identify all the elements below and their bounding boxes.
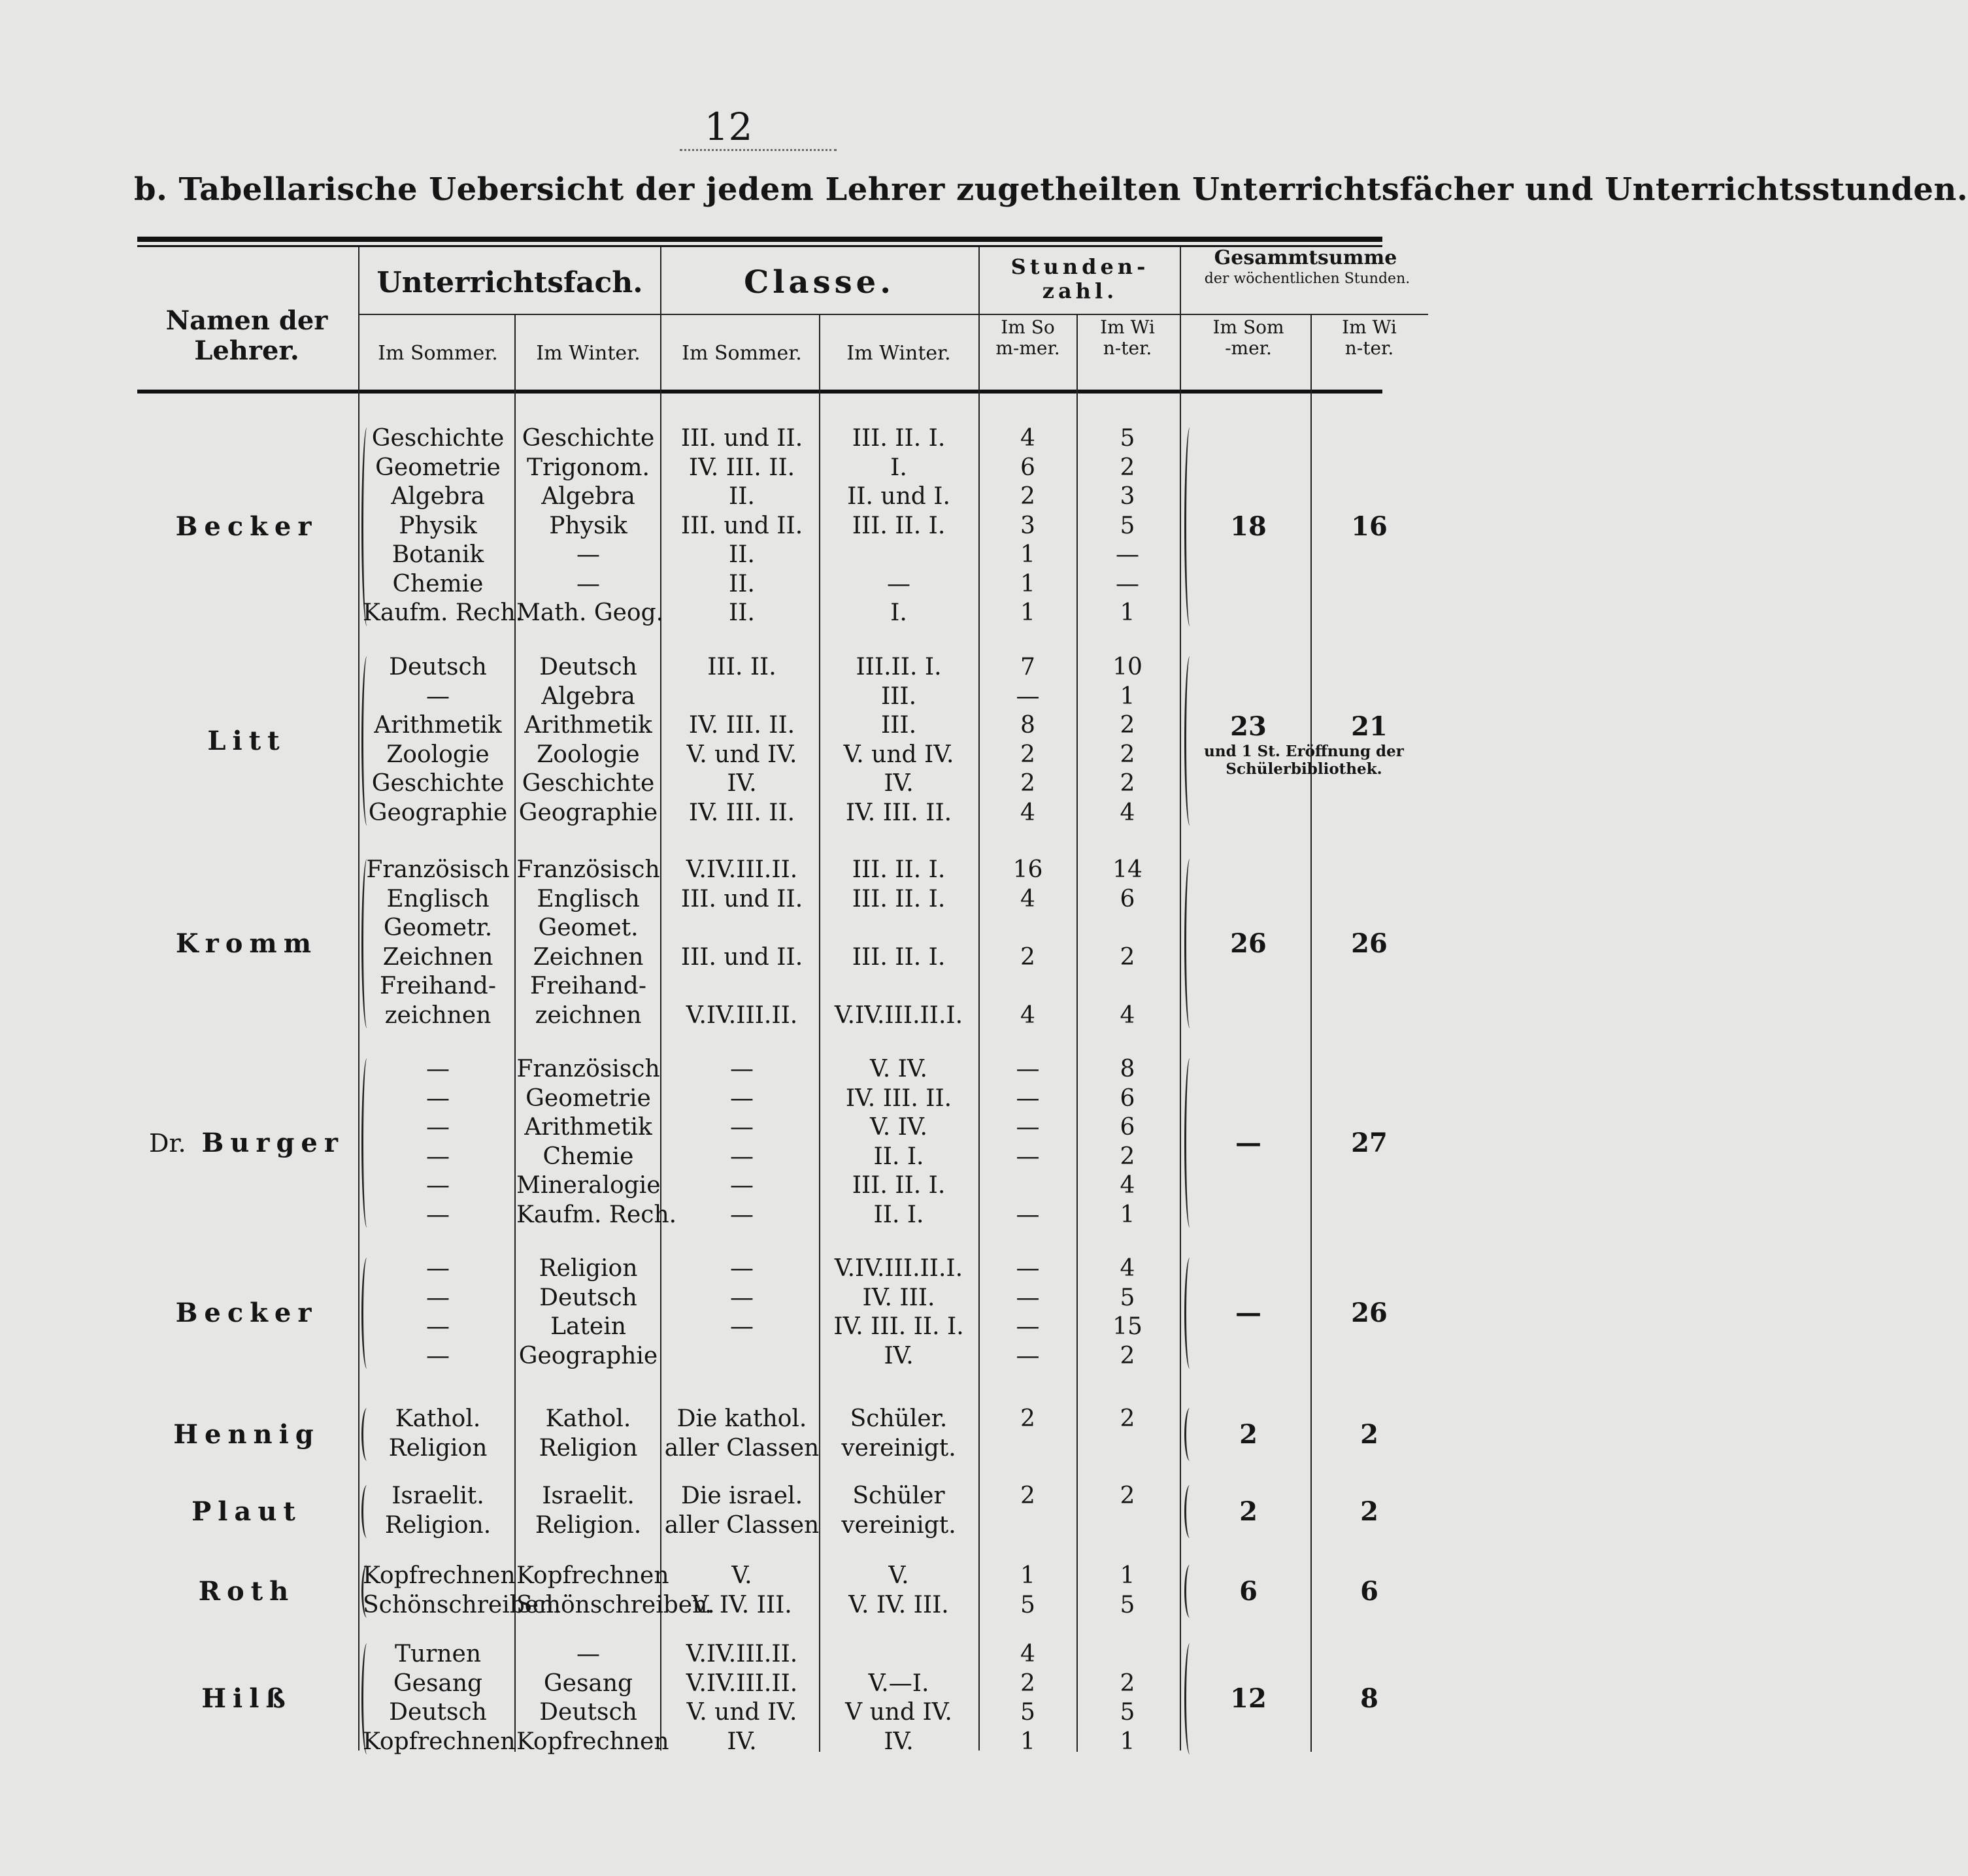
table-row bbox=[0, 973, 1457, 1001]
table-row bbox=[0, 1728, 1457, 1757]
subject-summer-cell: Physik bbox=[399, 512, 477, 539]
table-row bbox=[0, 454, 1457, 483]
subject-summer-cell: — bbox=[426, 1114, 450, 1141]
class-winter-cell: vereinigt. bbox=[841, 1511, 956, 1539]
class-summer-cell: V. bbox=[731, 1562, 752, 1589]
teacher-name-text: Burger bbox=[201, 1127, 344, 1158]
subject-winter-cell: Schönschreiben. bbox=[516, 1591, 715, 1618]
class-winter-cell: III. II. I. bbox=[852, 943, 946, 971]
class-winter-cell: I. bbox=[890, 454, 907, 481]
class-summer-cell: — bbox=[730, 1114, 754, 1141]
table-row bbox=[0, 886, 1457, 914]
teacher-name-text: Becker bbox=[175, 511, 318, 542]
subject-winter-cell: Kaufm. Rech. bbox=[516, 1201, 677, 1228]
subject-winter-cell: Mineralogie bbox=[516, 1172, 661, 1199]
subject-winter-cell: Freihand- bbox=[529, 973, 647, 999]
class-summer-cell: aller Classen bbox=[664, 1434, 820, 1462]
class-summer-cell: IV. III. II. bbox=[688, 454, 795, 481]
class-winter-cell: V.IV.III.II.I. bbox=[834, 1001, 963, 1029]
total-summer: 12 bbox=[1230, 1683, 1267, 1714]
top-rule-thick bbox=[137, 237, 1382, 242]
class-winter-cell: V.IV.III.II.I. bbox=[834, 1255, 963, 1282]
class-winter-cell: Schüler bbox=[852, 1482, 945, 1509]
hours-summer-cell: 2 bbox=[1020, 1482, 1035, 1509]
subject-winter-cell: Gesang bbox=[543, 1669, 633, 1697]
total-summer: 18 bbox=[1230, 511, 1267, 542]
hours-winter-cell: 4 bbox=[1120, 799, 1135, 826]
class-winter-cell: V. IV. III. bbox=[848, 1591, 949, 1618]
hours-winter-cell: 5 bbox=[1120, 1284, 1135, 1311]
class-column-header: Classe. bbox=[744, 264, 895, 301]
total-winter: 8 bbox=[1360, 1683, 1378, 1714]
hours-winter-cell: 8 bbox=[1120, 1056, 1135, 1082]
class-summer-cell: V.IV.III.II. bbox=[686, 1669, 798, 1697]
class-summer-cell: III. und II. bbox=[680, 943, 803, 971]
subject-winter-cell: Chemie bbox=[542, 1143, 634, 1170]
class-summer-cell: III. II. bbox=[707, 654, 776, 680]
hours-winter-cell: 2 bbox=[1120, 741, 1135, 768]
total-summer-header: Im Som-mer. bbox=[1212, 316, 1284, 360]
subject-summer-cell: — bbox=[426, 1084, 450, 1112]
subject-winter-cell: Kopfrechnen bbox=[516, 1562, 669, 1589]
hours-summer-cell: — bbox=[1016, 1056, 1040, 1082]
hours-winter-cell: 10 bbox=[1112, 654, 1142, 680]
hours-winter-cell: 1 bbox=[1120, 1201, 1135, 1228]
subject-summer-cell: Kaufm. Rech. bbox=[363, 599, 524, 626]
hours-summer-cell: 2 bbox=[1020, 1669, 1035, 1697]
hours-summer-cell: 2 bbox=[1020, 1405, 1035, 1432]
subject-winter-cell: Geschichte bbox=[522, 425, 655, 452]
subject-summer-cell: Geographie bbox=[368, 799, 508, 826]
header-bottom-rule bbox=[137, 390, 1382, 394]
class-summer-cell: — bbox=[730, 1143, 754, 1170]
class-winter-cell: V. IV. bbox=[870, 1114, 927, 1141]
hours-summer-cell: 4 bbox=[1020, 425, 1035, 452]
page-number-ornament bbox=[680, 149, 837, 151]
hours-summer-cell: — bbox=[1016, 1255, 1040, 1282]
class-winter-cell: III. II. I. bbox=[852, 1172, 946, 1199]
class-summer-cell: V. und IV. bbox=[686, 741, 797, 768]
hours-summer-cell: — bbox=[1016, 682, 1040, 710]
class-summer-cell: II. bbox=[729, 599, 755, 626]
subject-summer-cell: — bbox=[426, 682, 450, 710]
total-winter: 21 bbox=[1351, 711, 1388, 742]
class-summer-cell: Die israel. bbox=[680, 1482, 803, 1509]
teacher-name-text: Plaut bbox=[192, 1496, 302, 1527]
hours-winter-cell: 4 bbox=[1120, 1255, 1135, 1282]
subject-winter-cell: Englisch bbox=[537, 885, 640, 913]
class-winter-cell: III. bbox=[880, 712, 917, 739]
table-row bbox=[0, 541, 1457, 570]
table-row bbox=[0, 571, 1457, 599]
header-subrule bbox=[660, 314, 978, 315]
subject-winter-cell: Arithmetik bbox=[524, 1114, 652, 1141]
class-summer-cell: III. und II. bbox=[680, 512, 803, 539]
class-winter-cell: V und IV. bbox=[845, 1699, 952, 1726]
class-winter-cell: IV. III. II. I. bbox=[833, 1313, 964, 1340]
hours-winter-cell: 2 bbox=[1120, 1669, 1135, 1697]
subject-winter-cell: Religion bbox=[539, 1434, 638, 1462]
class-summer-cell: II. bbox=[729, 570, 755, 597]
hours-summer-cell: 2 bbox=[1020, 770, 1035, 797]
hours-winter-cell: 2 bbox=[1120, 712, 1135, 739]
hours-summer-cell: 16 bbox=[1012, 856, 1043, 883]
total-winter: 27 bbox=[1351, 1127, 1388, 1158]
class-summer-cell: aller Classen bbox=[664, 1511, 820, 1539]
hours-winter-cell: 2 bbox=[1120, 1342, 1135, 1369]
hours-summer-header: Im Som-mer. bbox=[995, 316, 1060, 360]
class-winter-cell: II. und I. bbox=[847, 483, 950, 510]
subject-summer-cell: Geschichte bbox=[371, 770, 505, 797]
hours-winter-cell: 5 bbox=[1120, 1591, 1135, 1618]
hours-summer-cell: 1 bbox=[1020, 1728, 1035, 1755]
total-summer: 6 bbox=[1239, 1575, 1258, 1607]
hours-summer-cell: 2 bbox=[1020, 483, 1035, 510]
subject-summer-cell: — bbox=[426, 1143, 450, 1170]
subject-summer-cell: Freihand- bbox=[379, 973, 497, 999]
table-row bbox=[0, 856, 1457, 885]
subject-summer-cell: Israelit. bbox=[392, 1482, 484, 1509]
class-summer-cell: — bbox=[730, 1284, 754, 1311]
subject-summer-cell: — bbox=[426, 1201, 450, 1228]
table-row bbox=[0, 483, 1457, 512]
subject-summer-cell: — bbox=[426, 1313, 450, 1340]
hours-summer-cell: — bbox=[1016, 1201, 1040, 1228]
hours-winter-cell: 6 bbox=[1120, 1084, 1135, 1112]
page-heading: b. Tabellarische Uebersicht der jedem Lehrer zugetheilten Unterrichtsfächer und Unterrichtsstunden. bbox=[134, 171, 1968, 208]
class-summer-cell: II. bbox=[729, 483, 755, 510]
subject-summer-cell: — bbox=[426, 1342, 450, 1369]
class-winter-cell: V. bbox=[888, 1562, 909, 1589]
class-summer-cell: IV. bbox=[727, 1728, 757, 1755]
class-summer-cell: — bbox=[730, 1056, 754, 1082]
hours-summer-cell: 2 bbox=[1020, 741, 1035, 768]
subject-winter-cell: Latein bbox=[550, 1313, 626, 1340]
subject-winter-cell: — bbox=[576, 541, 600, 568]
hours-winter-cell: 1 bbox=[1120, 682, 1135, 710]
hours-winter-cell: 14 bbox=[1112, 856, 1142, 883]
header-subrule bbox=[978, 314, 1180, 315]
subject-winter-cell: Algebra bbox=[541, 483, 635, 510]
class-winter-cell: III. II. I. bbox=[852, 425, 946, 452]
teacher-name-text: Roth bbox=[198, 1575, 295, 1607]
subject-summer-cell: Kopfrechnen bbox=[363, 1728, 516, 1755]
subject-winter-cell: Trigonom. bbox=[527, 454, 650, 481]
class-winter-cell: II. I. bbox=[873, 1143, 924, 1170]
subject-winter-header: Im Winter. bbox=[536, 342, 641, 365]
subject-summer-cell: Deutsch bbox=[389, 654, 487, 680]
hours-summer-cell: 7 bbox=[1020, 654, 1035, 680]
subject-summer-cell: Kathol. bbox=[395, 1405, 481, 1432]
subject-summer-cell: Kopfrechnen bbox=[363, 1562, 516, 1589]
subject-winter-cell: Kathol. bbox=[545, 1405, 631, 1432]
subject-summer-cell: Botanik bbox=[392, 541, 484, 568]
subject-winter-cell: Französisch bbox=[516, 1056, 660, 1082]
table-row bbox=[0, 1002, 1457, 1031]
header-subrule bbox=[1180, 314, 1428, 315]
class-summer-cell: Die kathol. bbox=[676, 1405, 807, 1432]
class-summer-cell: IV. bbox=[727, 770, 757, 797]
total-note: und 1 St. Eröffnung der Schülerbibliothek. bbox=[1204, 742, 1404, 779]
class-winter-header: Im Winter. bbox=[846, 342, 951, 365]
hours-winter-cell: 6 bbox=[1120, 885, 1135, 913]
total-summer: 2 bbox=[1239, 1496, 1258, 1527]
subject-column-header: Unterrichtsfach. bbox=[376, 266, 643, 299]
class-winter-cell: II. I. bbox=[873, 1201, 924, 1228]
table-row bbox=[0, 1056, 1457, 1084]
subject-summer-cell: Religion. bbox=[384, 1511, 492, 1539]
subject-summer-cell: Schönschreiben. bbox=[363, 1591, 561, 1618]
hours-summer-cell: 1 bbox=[1020, 1562, 1035, 1589]
table-row bbox=[0, 654, 1457, 682]
class-winter-cell: I. bbox=[890, 599, 907, 626]
table-row bbox=[0, 1085, 1457, 1114]
hours-summer-cell: 4 bbox=[1020, 1001, 1035, 1029]
class-summer-cell: III. und II. bbox=[680, 425, 803, 452]
class-summer-cell: — bbox=[730, 1201, 754, 1228]
class-winter-cell: V. IV. bbox=[870, 1056, 927, 1082]
table-row bbox=[0, 1201, 1457, 1230]
subject-summer-cell: Französisch bbox=[366, 856, 510, 883]
hours-summer-cell: 1 bbox=[1020, 570, 1035, 597]
hours-winter-cell: 1 bbox=[1120, 1562, 1135, 1589]
subject-winter-cell: Religion. bbox=[535, 1511, 642, 1539]
hours-summer-cell: 4 bbox=[1020, 799, 1035, 826]
hours-winter-cell: 15 bbox=[1112, 1313, 1142, 1340]
class-winter-cell: IV. III. II. bbox=[845, 799, 952, 826]
class-winter-cell: IV. III. II. bbox=[845, 1084, 952, 1112]
total-winter: 2 bbox=[1360, 1496, 1378, 1527]
total-winter: 6 bbox=[1360, 1575, 1378, 1607]
subject-summer-cell: Zoologie bbox=[386, 741, 490, 768]
subject-summer-cell: Deutsch bbox=[389, 1699, 487, 1726]
table-row bbox=[0, 683, 1457, 712]
subject-winter-cell: Zoologie bbox=[537, 741, 640, 768]
table-row bbox=[0, 1641, 1457, 1669]
hours-winter-cell: 2 bbox=[1120, 943, 1135, 971]
hours-summer-cell: 3 bbox=[1020, 512, 1035, 539]
total-winter: 2 bbox=[1360, 1418, 1378, 1450]
subject-winter-cell: Algebra bbox=[541, 682, 635, 710]
table-row bbox=[0, 799, 1457, 828]
total-summer: — bbox=[1235, 1298, 1261, 1328]
class-summer-cell: IV. III. II. bbox=[688, 712, 795, 739]
subject-winter-cell: — bbox=[576, 570, 600, 597]
subject-winter-cell: Religion bbox=[539, 1255, 638, 1282]
hours-summer-cell: — bbox=[1016, 1114, 1040, 1141]
table-row bbox=[0, 1172, 1457, 1201]
total-summer: — bbox=[1235, 1127, 1261, 1158]
total-column-subheader: der wöchentlichen Stunden. bbox=[1204, 271, 1410, 287]
hours-column-header: Stunden-zahl. bbox=[1010, 254, 1150, 303]
subject-summer-cell: — bbox=[426, 1255, 450, 1282]
subject-winter-cell: — bbox=[576, 1641, 600, 1667]
table-row bbox=[0, 425, 1457, 454]
total-winter: 26 bbox=[1351, 1298, 1388, 1328]
hours-winter-cell: — bbox=[1116, 541, 1139, 568]
class-summer-cell: V. und IV. bbox=[686, 1699, 797, 1726]
hours-winter-cell: 5 bbox=[1120, 1699, 1135, 1726]
total-summer: 23 bbox=[1230, 711, 1267, 742]
subject-summer-header: Im Sommer. bbox=[378, 342, 498, 365]
names-column-header: Namen der Lehrer. bbox=[165, 305, 328, 366]
page-number: 12 bbox=[704, 105, 753, 149]
subject-summer-cell: Geometrie bbox=[375, 454, 501, 481]
subject-winter-cell: Deutsch bbox=[539, 1699, 637, 1726]
class-summer-cell: — bbox=[730, 1255, 754, 1282]
hours-winter-cell: 4 bbox=[1120, 1172, 1135, 1199]
subject-summer-cell: zeichnen bbox=[384, 1001, 492, 1029]
class-summer-cell: — bbox=[730, 1313, 754, 1340]
total-winter-header: Im Win-ter. bbox=[1342, 316, 1397, 360]
subject-winter-cell: Geographie bbox=[518, 799, 658, 826]
class-summer-cell: — bbox=[730, 1172, 754, 1199]
total-column-header: Gesammtsumme bbox=[1214, 246, 1397, 269]
class-summer-cell: — bbox=[730, 1084, 754, 1112]
hours-winter-cell: 6 bbox=[1120, 1114, 1135, 1141]
class-winter-cell: vereinigt. bbox=[841, 1434, 956, 1462]
header-subrule bbox=[359, 314, 660, 315]
subject-summer-cell: Turnen bbox=[394, 1641, 482, 1667]
hours-winter-cell: — bbox=[1116, 570, 1139, 597]
subject-summer-cell: — bbox=[426, 1284, 450, 1311]
class-summer-cell: II. bbox=[729, 541, 755, 568]
class-winter-cell: III. II. I. bbox=[852, 512, 946, 539]
class-winter-cell: Schüler. bbox=[850, 1405, 948, 1432]
class-summer-cell: IV. III. II. bbox=[688, 799, 795, 826]
class-summer-cell: V. IV. III. bbox=[692, 1591, 792, 1618]
hours-summer-cell: — bbox=[1016, 1084, 1040, 1112]
class-summer-header: Im Sommer. bbox=[682, 342, 802, 365]
hours-summer-cell: — bbox=[1016, 1342, 1040, 1369]
subject-winter-cell: Geschichte bbox=[522, 770, 655, 797]
hours-summer-cell: — bbox=[1016, 1143, 1040, 1170]
subject-winter-cell: Deutsch bbox=[539, 654, 637, 680]
hours-winter-cell: 1 bbox=[1120, 1728, 1135, 1755]
class-winter-cell: — bbox=[887, 570, 910, 597]
hours-winter-cell: 2 bbox=[1120, 1405, 1135, 1432]
hours-summer-cell: — bbox=[1016, 1313, 1040, 1340]
class-winter-cell: V. und IV. bbox=[843, 741, 954, 768]
hours-summer-cell: 1 bbox=[1020, 541, 1035, 568]
subject-winter-cell: Israelit. bbox=[542, 1482, 635, 1509]
subject-summer-cell: Arithmetik bbox=[374, 712, 502, 739]
total-winter: 26 bbox=[1351, 928, 1388, 959]
hours-winter-cell: 2 bbox=[1120, 1143, 1135, 1170]
subject-winter-cell: Physik bbox=[549, 512, 627, 539]
subject-winter-cell: Geographie bbox=[518, 1342, 658, 1369]
class-winter-cell: IV. bbox=[884, 1728, 914, 1755]
subject-summer-cell: — bbox=[426, 1056, 450, 1082]
subject-winter-cell: Deutsch bbox=[539, 1284, 637, 1311]
hours-winter-cell: 1 bbox=[1120, 599, 1135, 626]
hours-summer-cell: — bbox=[1016, 1284, 1040, 1311]
hours-summer-cell: 6 bbox=[1020, 454, 1035, 481]
teacher-name-text: Kromm bbox=[175, 928, 318, 959]
total-winter: 16 bbox=[1351, 511, 1388, 542]
total-summer: 26 bbox=[1230, 928, 1267, 959]
table-row bbox=[0, 599, 1457, 628]
teacher-name-prefix: Dr. bbox=[149, 1128, 186, 1158]
hours-summer-cell: 1 bbox=[1020, 599, 1035, 626]
hours-winter-header: Im Win-ter. bbox=[1100, 316, 1155, 360]
table-row bbox=[0, 1255, 1457, 1284]
hours-summer-cell: 5 bbox=[1020, 1699, 1035, 1726]
hours-summer-cell: 4 bbox=[1020, 1641, 1035, 1667]
subject-winter-cell: Kopfrechnen bbox=[516, 1728, 669, 1755]
class-winter-cell: III. bbox=[880, 682, 917, 710]
subject-winter-cell: Geometrie bbox=[525, 1084, 651, 1112]
teacher-name-text: Litt bbox=[207, 725, 286, 756]
subject-winter-cell: zeichnen bbox=[535, 1001, 642, 1029]
class-summer-cell: V.IV.III.II. bbox=[686, 1001, 798, 1029]
class-winter-cell: IV. bbox=[884, 770, 914, 797]
teacher-name-text: Hennig bbox=[173, 1418, 320, 1450]
class-summer-cell: III. und II. bbox=[680, 885, 803, 913]
class-winter-cell: III. II. I. bbox=[852, 885, 946, 913]
subject-summer-cell: Geschichte bbox=[371, 425, 505, 452]
hours-winter-cell: 2 bbox=[1120, 454, 1135, 481]
subject-summer-cell: Gesang bbox=[393, 1669, 483, 1697]
table-row bbox=[0, 1343, 1457, 1371]
hours-winter-cell: 5 bbox=[1120, 512, 1135, 539]
subject-summer-cell: Geometr. bbox=[383, 914, 493, 941]
hours-winter-cell: 5 bbox=[1120, 425, 1135, 452]
subject-winter-cell: Französisch bbox=[516, 856, 660, 883]
hours-winter-cell: 2 bbox=[1120, 770, 1135, 797]
hours-summer-cell: 5 bbox=[1020, 1591, 1035, 1618]
hours-summer-cell: 8 bbox=[1020, 712, 1035, 739]
subject-winter-cell: Arithmetik bbox=[524, 712, 652, 739]
teacher-name-text: Hilß bbox=[201, 1683, 292, 1714]
subject-summer-cell: Chemie bbox=[392, 570, 484, 597]
teacher-name-text: Becker bbox=[175, 1298, 318, 1328]
hours-summer-cell: 4 bbox=[1020, 885, 1035, 913]
hours-summer-cell: 2 bbox=[1020, 943, 1035, 971]
subject-summer-cell: Zeichnen bbox=[382, 943, 493, 971]
class-winter-cell: IV. bbox=[884, 1342, 914, 1369]
subject-summer-cell: Englisch bbox=[386, 885, 490, 913]
class-winter-cell: III.II. I. bbox=[856, 654, 942, 680]
class-summer-cell: V.IV.III.II. bbox=[686, 1641, 798, 1667]
subject-winter-cell: Zeichnen bbox=[533, 943, 644, 971]
hours-winter-cell: 3 bbox=[1120, 483, 1135, 510]
subject-summer-cell: — bbox=[426, 1172, 450, 1199]
subject-winter-cell: Geomet. bbox=[538, 914, 639, 941]
total-summer: 2 bbox=[1239, 1418, 1258, 1450]
class-summer-cell: V.IV.III.II. bbox=[686, 856, 798, 883]
hours-winter-cell: 4 bbox=[1120, 1001, 1135, 1029]
class-winter-cell: IV. III. bbox=[862, 1284, 935, 1311]
subject-winter-cell: Math. Geog. bbox=[516, 599, 664, 626]
hours-winter-cell: 2 bbox=[1120, 1482, 1135, 1509]
class-winter-cell: V.—I. bbox=[868, 1669, 929, 1697]
subject-summer-cell: Religion bbox=[388, 1434, 488, 1462]
class-winter-cell: III. II. I. bbox=[852, 856, 946, 883]
subject-summer-cell: Algebra bbox=[391, 483, 485, 510]
